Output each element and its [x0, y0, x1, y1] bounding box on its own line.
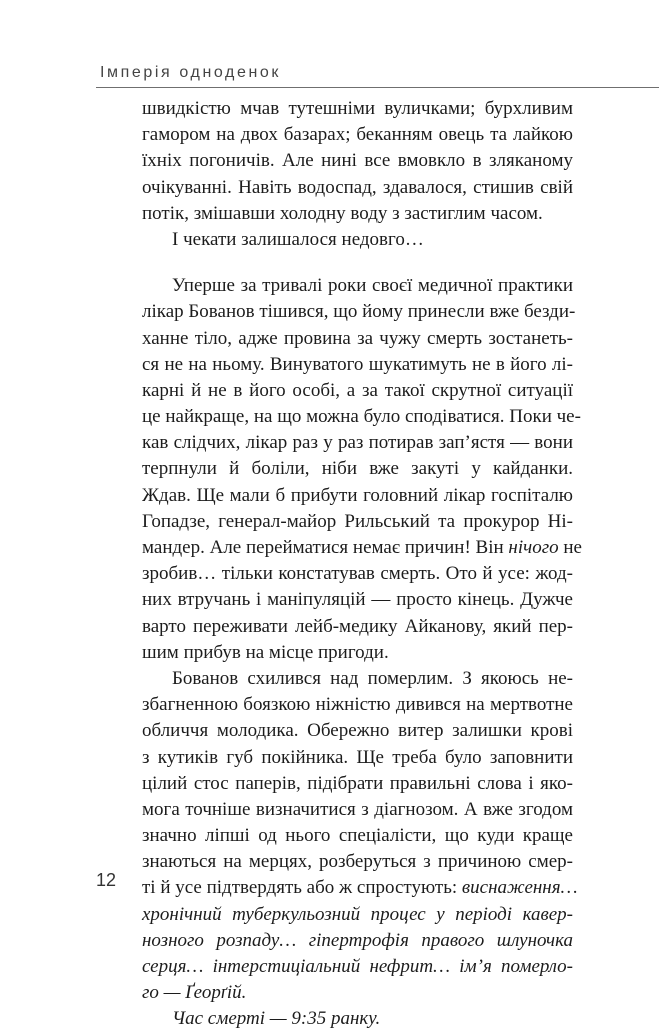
text-line-head: мандер. Але перейматися немає причин! Він: [142, 537, 509, 558]
text-line: терпнули й боліли, ніби вже закуті у кайданки.: [142, 458, 573, 480]
page-number: 12: [96, 870, 117, 890]
text-line: І чекати залишалося недовго…: [172, 228, 424, 250]
text-line: ханне тіло, адже провина за чужу смерть зостанеть-: [142, 327, 573, 349]
text-line: [142, 535, 582, 561]
text-line: варто переживати лейб-медику Айканову, який пер-: [142, 615, 573, 637]
text-line: Час смерті — 9:35 ранку.: [172, 1008, 381, 1030]
text-line: Гопадзе, генерал-майор Рильський та прокурор Ні-: [142, 510, 573, 532]
text-line: гамором на двох базарах; беканням овець та лайкою: [142, 124, 573, 146]
text-line: це найкраще, на що можна було сподіватися. Поки че-: [142, 406, 581, 428]
text-line: зробив… тільки констатував смерть. Ото й усе: жод-: [142, 563, 573, 585]
text-line: шим прибув на місце пригоди.: [142, 641, 389, 663]
text-line: потік, змішавши холодну воду з застиглим часом.: [142, 202, 543, 224]
text-line: обличчя молодика. Обережно витер залишки крові: [142, 720, 573, 742]
text-line: лікар Бованов тішився, що йому принесли вже безди-: [142, 301, 576, 323]
text-line: карні й не в його особі, а за такої скрутної ситуації: [142, 379, 573, 401]
emphasis-phrase: виснаження…: [461, 877, 578, 899]
text-line: Бованов схилився над померлим. З якоюсь не-: [172, 667, 573, 689]
text-line: [142, 875, 578, 901]
text-line-tail: не: [558, 537, 582, 558]
text-line: го — Ґеорґій.: [142, 982, 247, 1004]
header-rule: [96, 87, 659, 88]
text-line: швидкістю мчав тутешніми вуличками; бурхливим: [142, 98, 573, 119]
text-line: очікуванні. Навіть водоспад, здавалося, стишив свій: [142, 176, 573, 198]
text-line: збагненною боязкою ніжністю дивився на мертвотне: [142, 694, 573, 716]
text-line: знаються на мерцях, розберуться з причиною смер-: [142, 851, 573, 873]
text-line: мога точніше визначитися з діагнозом. А вже згодом: [142, 798, 573, 820]
text-line: нозного розпаду… гіпертрофія правого шлуночка: [142, 929, 573, 951]
text-line: цілий стос паперів, підібрати правильні слова і яко-: [142, 772, 573, 794]
text-line: Уперше за тривалі роки своєї медичної практики: [172, 275, 573, 297]
text-line-head: ті й усе підтвердять або ж спростують:: [142, 877, 462, 899]
text-line: Ждав. Ще мали б прибути головний лікар госпіталю: [142, 484, 573, 506]
text-line: кав слідчих, лікар раз у раз потирав зап’ястя — вони: [142, 432, 573, 454]
text-line: хронічний туберкульозний процес у періоді кавер-: [142, 903, 573, 925]
text-line: з кутиків губ покійника. Ще треба було заповнити: [142, 746, 573, 768]
text-line: їхніх погоничів. Але нині все вмовкло в зляканому: [142, 150, 573, 172]
running-header: Імперія одноденок: [100, 64, 282, 81]
text-line: них втручань і маніпуляцій — просто кінець. Дужче: [142, 589, 573, 611]
text-line: ся не на ньому. Винуватого шукатимуть не в його лі-: [142, 353, 573, 375]
section-break: [142, 253, 573, 273]
body-text: [142, 96, 582, 1033]
text-line: серця… інтерстиціальний нефрит… ім’я померло-: [142, 956, 573, 977]
emphasis-word: нічого: [508, 537, 559, 558]
text-line: значно ліпші од нього спеціалісти, що куди краще: [142, 825, 573, 847]
